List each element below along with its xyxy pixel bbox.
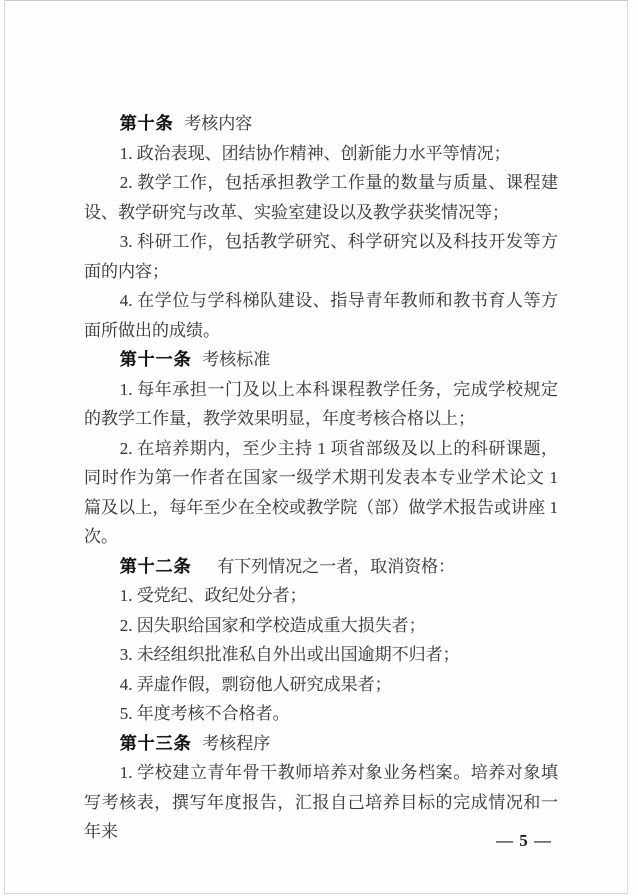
article-heading <box>84 552 558 582</box>
article-title-text: 考核程序 <box>202 733 271 753</box>
paragraph: 3. 科研工作，包括教学研究、科学研究以及科技开发等方面的内容； <box>84 232 558 281</box>
article-title-text: 有下列情况之一者，取消资格： <box>217 556 456 576</box>
paragraph: 1. 每年承担一门及以上本科课程教学任务，完成学校规定的教学工作量，教学效果明显，年度考核合格以上； <box>84 379 558 428</box>
article-title-text: 考核标准 <box>202 350 271 369</box>
paragraph: 1. 政治表现、团结协作精神、创新能力水平等情况； <box>119 143 511 163</box>
paragraph: 2. 因失职给国家和学校造成重大损失者； <box>119 615 426 635</box>
article-title-text: 考核内容 <box>184 114 253 133</box>
article-number: 第十二条 <box>119 556 192 576</box>
article-number: 第十三条 <box>119 733 192 753</box>
paragraph: 1. 受党纪、政纪处分者； <box>119 586 307 605</box>
page-number: — 5 — <box>496 831 552 850</box>
article-number: 第十一条 <box>119 350 192 369</box>
article-heading <box>84 109 558 139</box>
paragraph: 4. 弄虚作假，剽窃他人研究成果者； <box>119 674 392 694</box>
paragraph: 1. 学校建立青年骨干教师培养对象业务档案。培养对象填写考核表，撰写年度报告，汇报自己培养目标的完成情况和一年来 <box>84 763 558 841</box>
article-heading <box>84 345 558 375</box>
paragraph: 5. 年度考核不合格者。 <box>119 704 290 723</box>
article-heading <box>84 729 558 759</box>
paragraph: 4. 在学位与学科梯队建设、指导青年教师和教书育人等方面所做出的成绩。 <box>84 291 558 340</box>
paragraph: 2. 在培养期内，至少主持 1 项省部级及以上的科研课题，同时作为第一作者在国家一级学术期刊发表本专业学术论文 1 篇及以上，每年至少在全校或教学院（部）做学术报告或讲座 1 次。 <box>84 438 558 546</box>
paragraph: 2. 教学工作，包括承担教学工作量的数量与质量、课程建设、教学研究与改革、实验室建设以及教学获奖情况等； <box>84 173 558 222</box>
paragraph: 3. 未经组织批准私自外出或出国逾期不归者； <box>119 645 460 664</box>
document-body <box>84 109 558 847</box>
article-number: 第十条 <box>119 114 174 133</box>
